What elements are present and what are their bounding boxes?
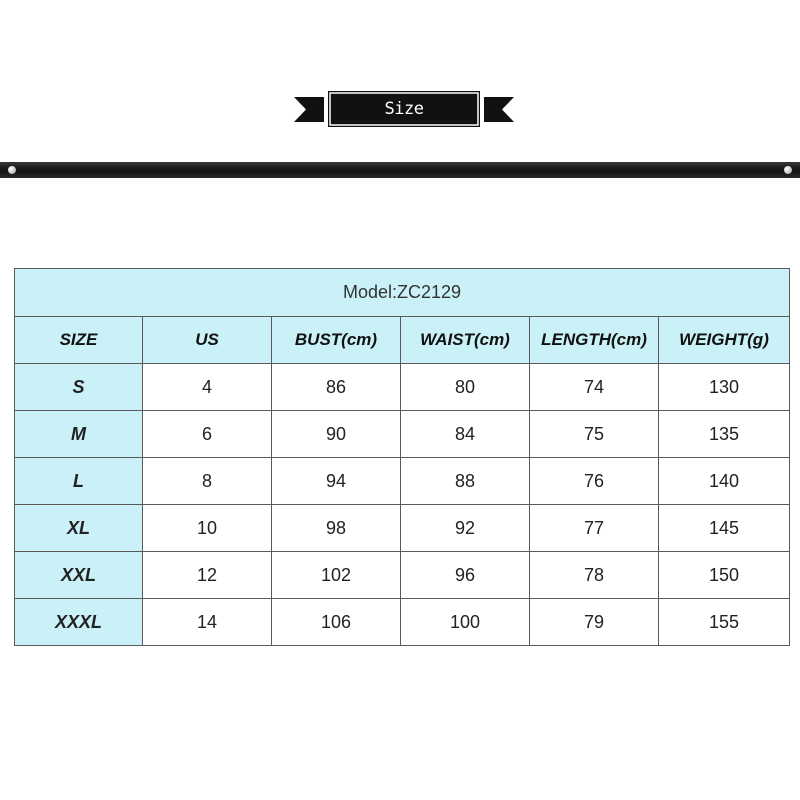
table-row xyxy=(15,599,790,646)
table-row xyxy=(15,505,790,552)
weight-value: 155 xyxy=(659,599,790,646)
size-label: XXL xyxy=(15,552,143,599)
model-row xyxy=(15,269,790,317)
header-row xyxy=(15,317,790,364)
size-label: XL xyxy=(15,505,143,552)
column-header-size: SIZE xyxy=(15,317,143,364)
size-chart-table xyxy=(14,268,790,646)
size-label: XXXL xyxy=(15,599,143,646)
size-label: S xyxy=(15,364,143,411)
table-row xyxy=(15,364,790,411)
bust-value: 90 xyxy=(272,411,401,458)
length-value: 76 xyxy=(530,458,659,505)
bust-value: 102 xyxy=(272,552,401,599)
us-value: 10 xyxy=(143,505,272,552)
bust-value: 94 xyxy=(272,458,401,505)
waist-value: 92 xyxy=(401,505,530,552)
us-value: 8 xyxy=(143,458,272,505)
table-row xyxy=(15,458,790,505)
rivet-icon xyxy=(8,166,16,174)
waist-value: 100 xyxy=(401,599,530,646)
column-header-length: LENGTH(cm) xyxy=(530,317,659,364)
us-value: 4 xyxy=(143,364,272,411)
bust-value: 106 xyxy=(272,599,401,646)
weight-value: 130 xyxy=(659,364,790,411)
bust-value: 86 xyxy=(272,364,401,411)
us-value: 6 xyxy=(143,411,272,458)
length-value: 78 xyxy=(530,552,659,599)
column-header-bust: BUST(cm) xyxy=(272,317,401,364)
waist-value: 88 xyxy=(401,458,530,505)
length-value: 74 xyxy=(530,364,659,411)
waist-value: 84 xyxy=(401,411,530,458)
table-row xyxy=(15,552,790,599)
model-label: Model:ZC2129 xyxy=(15,269,790,317)
banner-title: Size information xyxy=(350,99,458,151)
weight-value: 145 xyxy=(659,505,790,552)
rivet-icon xyxy=(784,166,792,174)
waist-value: 96 xyxy=(401,552,530,599)
section-banner xyxy=(294,88,514,151)
bust-value: 98 xyxy=(272,505,401,552)
weight-value: 150 xyxy=(659,552,790,599)
weight-value: 135 xyxy=(659,411,790,458)
size-label: M xyxy=(15,411,143,458)
size-label: L xyxy=(15,458,143,505)
table-row xyxy=(15,411,790,458)
column-header-weight: WEIGHT(g) xyxy=(659,317,790,364)
divider-bar xyxy=(0,162,800,178)
waist-value: 80 xyxy=(401,364,530,411)
length-value: 79 xyxy=(530,599,659,646)
column-header-us: US xyxy=(143,317,272,364)
column-header-waist: WAIST(cm) xyxy=(401,317,530,364)
weight-value: 140 xyxy=(659,458,790,505)
length-value: 75 xyxy=(530,411,659,458)
us-value: 14 xyxy=(143,599,272,646)
length-value: 77 xyxy=(530,505,659,552)
us-value: 12 xyxy=(143,552,272,599)
